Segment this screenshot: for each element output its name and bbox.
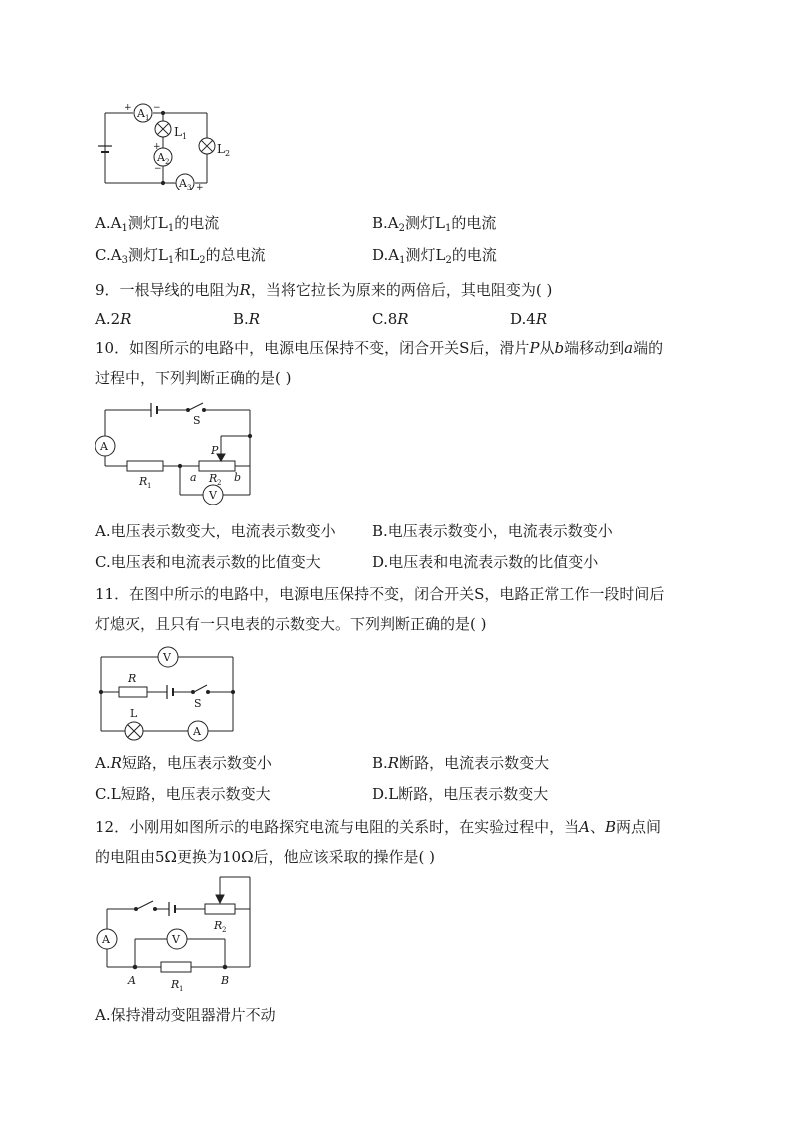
circuit-figure-q12: [95, 873, 260, 998]
q10-option-c[interactable]: C.电压表和电流表示数的比值变大: [95, 553, 321, 571]
q11-switch-label: S: [194, 697, 202, 710]
l2-label: L: [217, 142, 225, 156]
q11-stem-line2: 灯熄灭，且只有一只电表的示数变大。下列判断正确的是( ): [95, 615, 487, 633]
q10-switch-label: S: [193, 414, 201, 427]
q11-lamp-label: L: [130, 707, 138, 720]
q8-option-a[interactable]: $A.A_1$测灯$L_1$的电流: [95, 214, 220, 234]
q12-ammeter-label: A: [102, 933, 110, 946]
q10-b-label: b: [234, 471, 242, 484]
q11-option-b[interactable]: B.R断路，电流表示数变大: [372, 754, 550, 772]
q9-option-b[interactable]: B.R: [233, 310, 261, 328]
q10-option-a[interactable]: A.电压表示数变大，电流表示数变小: [95, 522, 336, 540]
q11-resistor-label: R: [128, 672, 137, 685]
q10-ammeter-label: A: [100, 440, 108, 453]
q11-option-a[interactable]: A.R短路，电压表示数变小: [95, 754, 272, 772]
q12-point-a: A: [128, 974, 136, 987]
a1-plus: +: [124, 103, 132, 113]
q10-a-label: a: [190, 471, 197, 484]
a3-sub: 3: [187, 184, 192, 190]
q9-stem: 9．一根导线的电阻为R，当将它拉长为原来的两倍后，其电阻变为( ): [95, 281, 553, 299]
q11-stem-line1: 11．在图中所示的电路中，电源电压保持不变，闭合开关S，电路正常工作一段时间后: [95, 585, 665, 603]
q11-option-d[interactable]: D.L断路，电压表示数变大: [372, 785, 549, 803]
q10-option-d[interactable]: D.电压表和电流表示数的比值变小: [372, 553, 599, 571]
q12-r1-label: R: [171, 978, 180, 991]
l1-label: L: [174, 125, 182, 139]
q10-slider-label: P: [211, 444, 219, 457]
q12-stem-line2: 的电阻由5Ω更换为10Ω后，他应该采取的操作是( ): [95, 848, 435, 866]
a2-minus: −: [154, 164, 162, 174]
q10-stem-line1: 10．如图所示的电路中，电源电压保持不变，闭合开关S后，滑片P从b端移动到a端的: [95, 339, 664, 357]
q10-voltmeter-label: V: [209, 489, 217, 502]
a1-sub: 1: [145, 114, 150, 122]
l2-sub: 2: [225, 149, 231, 158]
q9-option-d[interactable]: D.4R: [510, 310, 548, 328]
q10-option-b[interactable]: B.电压表示数变小，电流表示数变小: [372, 522, 613, 540]
a2-label: A: [157, 151, 165, 164]
q12-option-a[interactable]: A.保持滑动变阻器滑片不动: [95, 1006, 276, 1024]
q10-r1-sub: 1: [147, 482, 152, 490]
q12-stem-line1: 12．小刚用如图所示的电路探究电流与电阻的关系时，在实验过程中，当A、B两点间: [95, 818, 661, 836]
q12-point-b: B: [221, 974, 230, 987]
q12-voltmeter-label: V: [172, 933, 180, 946]
q11-option-c[interactable]: C.L短路，电压表示数变大: [95, 785, 271, 803]
a1-label: A: [137, 107, 145, 120]
q8-option-b[interactable]: $B.A_2$测灯$L_1$的电流: [372, 214, 497, 234]
a3-minus: −: [169, 179, 177, 189]
a2-sub: 2: [165, 158, 170, 166]
a3-label: A: [179, 177, 187, 190]
l1-sub: 1: [182, 132, 188, 141]
q8-option-c[interactable]: $C.A_3$测灯$L_1$和$L_2$的总电流: [95, 246, 266, 266]
circuit-figure-q11: [95, 645, 240, 745]
circuit-figure-q8: [95, 98, 245, 190]
q10-r1-label: R: [139, 475, 148, 488]
q11-voltmeter-label: V: [163, 651, 171, 664]
q9-option-a[interactable]: A.2R: [95, 310, 132, 328]
q10-stem-line2: 过程中，下列判断正确的是( ): [95, 369, 292, 387]
q11-ammeter-label: A: [193, 725, 201, 738]
q9-option-c[interactable]: C.8R: [372, 310, 409, 328]
q10-r2-sub: 2: [217, 479, 222, 487]
circuit-figure-q10: [95, 400, 260, 505]
a2-plus: +: [153, 142, 161, 152]
a3-plus: +: [196, 183, 204, 190]
q12-r2-label: R: [214, 919, 223, 932]
a1-minus: −: [153, 103, 161, 113]
q12-r1-sub: 1: [179, 985, 184, 993]
q8-option-d[interactable]: $D.A_1$测灯$L_2$的电流: [372, 246, 497, 266]
q10-r2-label: R: [209, 472, 218, 485]
q12-r2-sub: 2: [222, 926, 227, 934]
